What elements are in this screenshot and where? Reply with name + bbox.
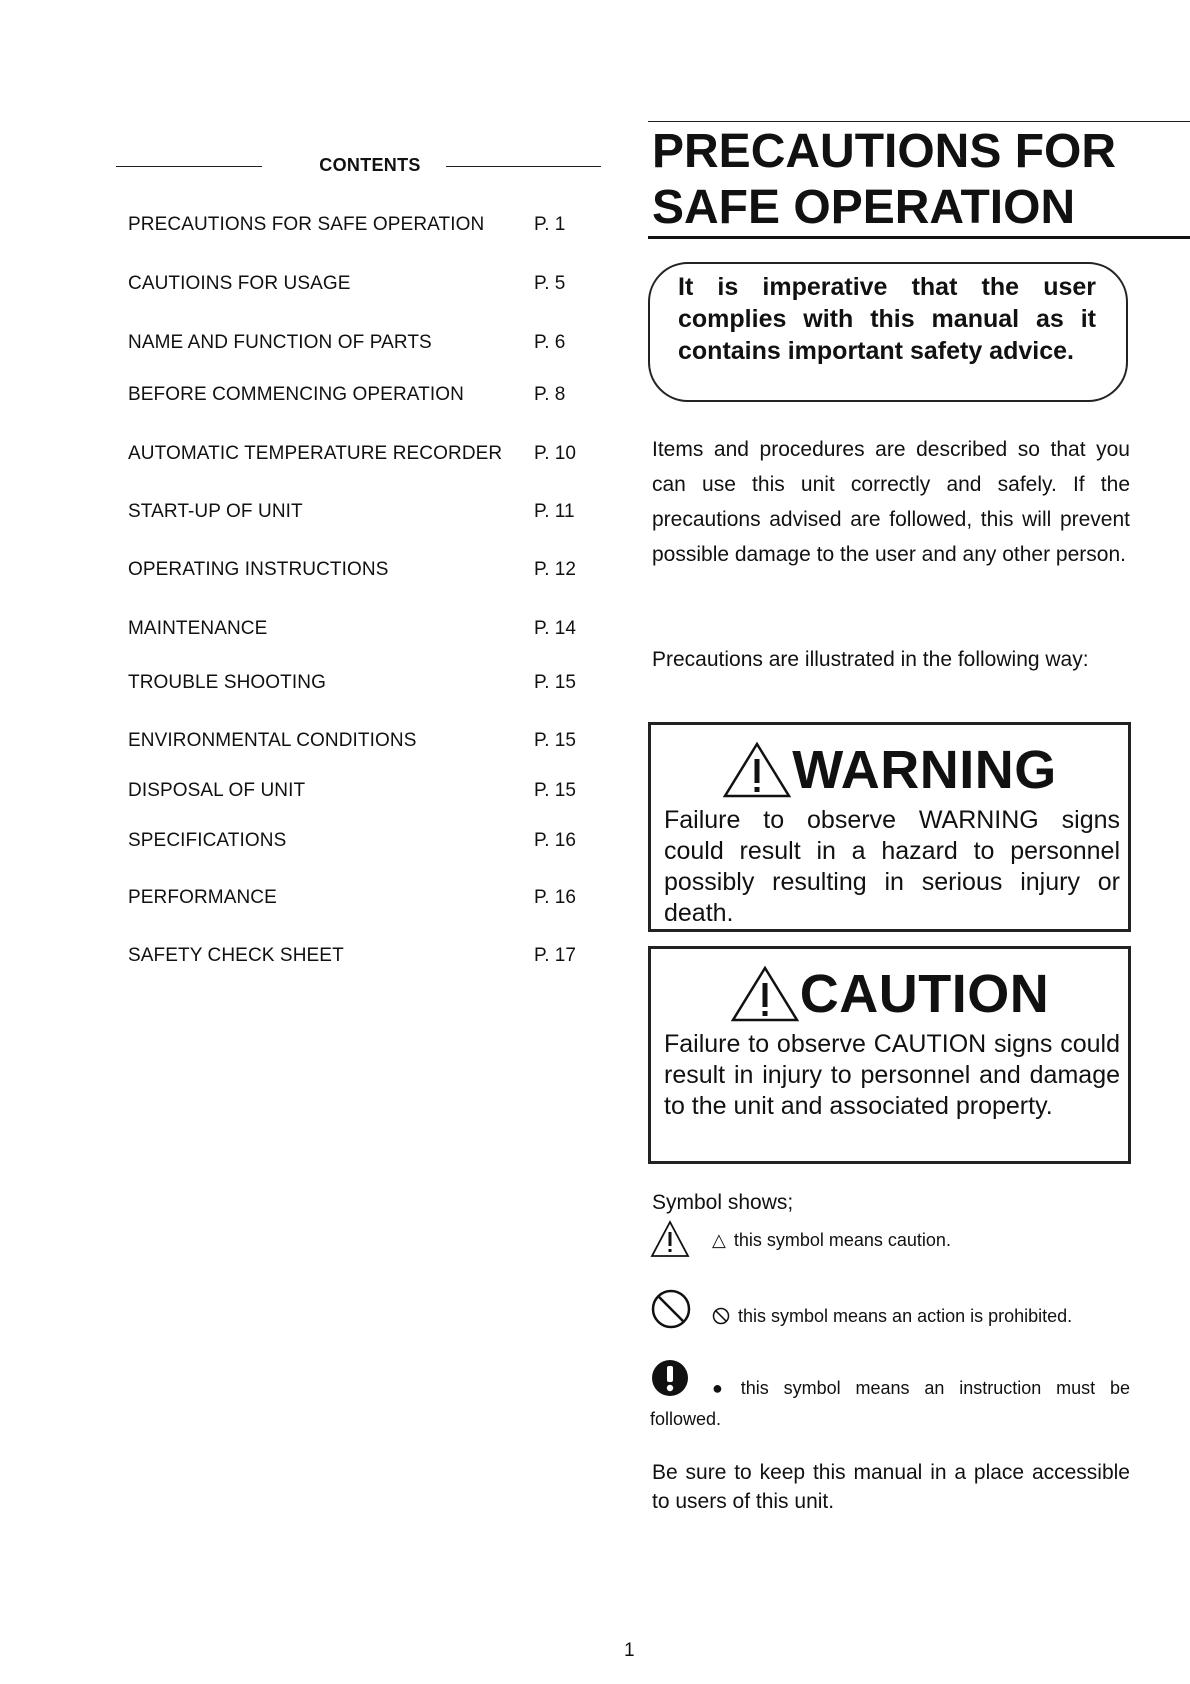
page-title-line-1: PRECAUTIONS FOR [652,125,1117,178]
caution-triangle-icon [730,965,800,1023]
contents-title: CONTENTS [319,155,421,175]
caution-label: CAUTION [799,964,1050,1024]
toc-item-title: NAME AND FUNCTION OF PARTS [128,332,432,353]
toc-item [128,780,598,806]
toc-item-page: P. 6 [534,332,566,353]
toc-item [128,443,598,469]
toc-item-page: P. 8 [534,384,566,405]
warning-text: Failure to observe WARNING signs could result in a hazard to personnel possibly resulting in serious injury or death. [664,806,1120,927]
toc-item-title: DISPOSAL OF UNIT [128,780,306,801]
toc-item [128,618,598,644]
toc-item [128,830,598,856]
toc-item [128,332,598,358]
page-number: 1 [624,1640,635,1661]
toc-item-title: TROUBLE SHOOTING [128,672,326,693]
toc-item-page: P. 15 [534,672,576,693]
symbol-instruction-text-block [650,1373,1130,1435]
toc-item [128,214,598,240]
toc-item [128,672,598,698]
toc-item [128,501,598,527]
toc-item [128,384,598,410]
symbol-row-prohibited [650,1288,1130,1338]
toc-item-page: P. 11 [534,501,575,522]
toc-item [128,887,598,913]
symbol-instruction-text: this symbol means an instruction must be followed. [650,1378,1130,1429]
toc-item-title: AUTOMATIC TEMPERATURE RECORDER [128,443,503,464]
keep-manual-paragraph: Be sure to keep this manual in a place accessible to users of this unit. [652,1461,1130,1513]
toc-item-page: P. 1 [534,214,566,235]
intro-paragraph: Items and procedures are described so that you can use this unit correctly and safely. If the precautions advised are followed, this will prevent possible damage to the user and any other person. [652,438,1130,566]
toc-item [128,273,598,299]
caution-header [651,959,1128,1029]
toc-item-title: MAINTENANCE [128,618,268,639]
symbol-prohibited-text: this symbol means an action is prohibited. [738,1306,1073,1326]
caution-text: Failure to observe CAUTION signs could result in injury to personnel and damage to the unit and associated property. [664,1030,1120,1120]
toc-item-page: P. 5 [534,273,566,294]
prohibited-icon [650,1288,692,1330]
caution-triangle-icon [650,1220,690,1258]
toc-item-page: P. 15 [534,780,576,801]
caution-box [648,946,1131,1164]
toc-item [128,559,598,585]
symbol-row-instruction [650,1358,1130,1428]
toc-item-title: CAUTIOINS FOR USAGE [128,273,351,294]
warning-header [651,735,1128,805]
warning-triangle-icon [722,741,792,799]
imperative-notice: It is imperative that the user complies with this manual as it contains important safety advice. [648,262,1128,402]
caution-glyph: △ [712,1230,726,1250]
toc-item [128,730,598,756]
contents-rule-right [446,166,601,167]
toc-item-title: PERFORMANCE [128,887,277,908]
toc-item-title: START-UP OF UNIT [128,501,303,522]
toc-item-page: P. 16 [534,830,576,851]
toc-item-title: OPERATING INSTRUCTIONS [128,559,389,580]
heading-rule [648,236,1190,239]
toc-item-page: P. 15 [534,730,576,751]
toc-item-title: ENVIRONMENTAL CONDITIONS [128,730,417,751]
symbol-row-caution [650,1220,1130,1270]
page-title-line-2: SAFE OPERATION [652,181,1076,234]
toc-item-page: P. 14 [534,618,576,639]
toc-item-page: P. 12 [534,559,576,580]
toc-item-title: BEFORE COMMENCING OPERATION [128,384,464,405]
top-rule [648,121,1190,122]
toc-item [128,945,598,971]
prohibited-small-icon [712,1307,730,1325]
page-title [652,124,1182,236]
toc-item-title: SPECIFICATIONS [128,830,287,851]
warning-box [648,722,1131,932]
contents-rule-left [116,166,262,167]
illustrated-paragraph: Precautions are illustrated in the following way: [652,648,1089,671]
symbol-intro: Symbol shows; [652,1191,794,1214]
symbol-caution-text: this symbol means caution. [733,1230,951,1250]
toc-item-title: SAFETY CHECK SHEET [128,945,344,966]
toc-item-page: P. 17 [534,945,576,966]
toc-item-title: PRECAUTIONS FOR SAFE OPERATION [128,214,485,235]
toc-item-page: P. 10 [534,443,576,464]
instruction-glyph: ● [712,1378,733,1398]
toc-item-page: P. 16 [534,887,576,908]
warning-label: WARNING [792,740,1057,800]
